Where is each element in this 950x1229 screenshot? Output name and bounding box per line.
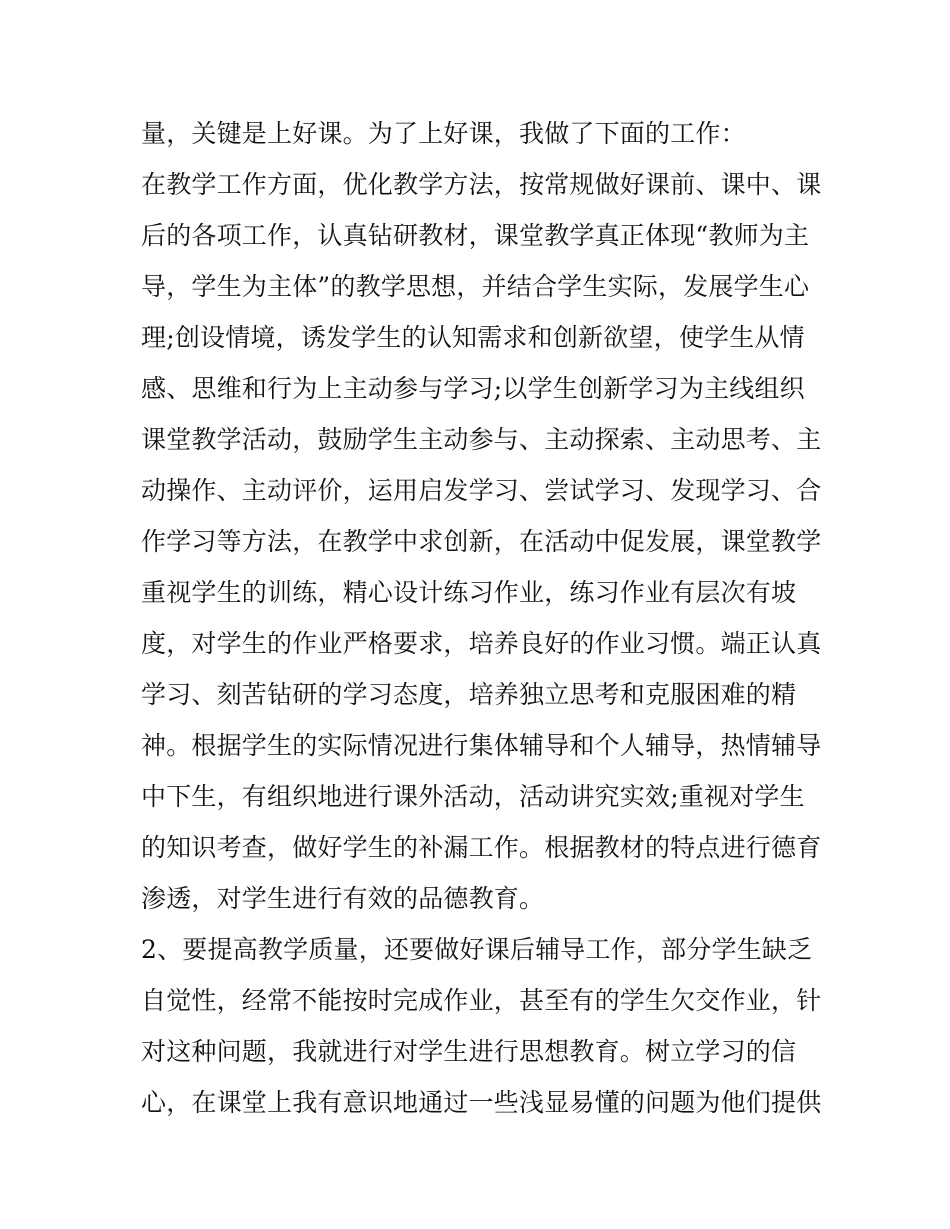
text-line-13: 神。根据学生的实际情况进行集体辅导和个人辅导，热情辅导 xyxy=(141,731,822,760)
text-line-3: 后的各项工作，认真钻研教材，课堂教学真正体现“教师为主 xyxy=(141,221,810,250)
text-line-7: 课堂教学活动，鼓励学生主动参与、主动探索、主动思考、主 xyxy=(141,425,822,454)
text-line-4: 导，学生为主体”的教学思想，并结合学生实际，发展学生心 xyxy=(141,272,810,301)
text-line-16: 渗透，对学生进行有效的品德教育。 xyxy=(141,884,545,913)
text-line-10: 重视学生的训练，精心设计练习作业，练习作业有层次有坡 xyxy=(141,578,797,607)
text-line-12: 学习、刻苦钻研的学习态度，培养独立思考和克服困难的精 xyxy=(141,680,797,709)
text-line-6: 感、思维和行为上主动参与学习;以学生创新学习为主线组织 xyxy=(141,374,805,403)
text-line-5: 理;创设情境，诱发学生的认知需求和创新欲望，使学生从情 xyxy=(141,323,805,352)
text-line-20: 心，在课堂上我有意识地通过一些浅显易懂的问题为他们提供 xyxy=(141,1088,822,1117)
text-line-18: 自觉性，经常不能按时完成作业，甚至有的学生欠交作业，针 xyxy=(141,986,822,1015)
text-line-17: 2、要提高教学质量，还要做好课后辅导工作，部分学生缺乏 xyxy=(141,935,813,964)
text-line-9: 作学习等方法，在教学中求创新，在活动中促发展，课堂教学 xyxy=(141,527,822,556)
text-line-11: 度，对学生的作业严格要求，培养良好的作业习惯。端正认真 xyxy=(141,629,822,658)
text-line-8: 动操作、主动评价，运用启发学习、尝试学习、发现学习、合 xyxy=(141,476,822,505)
text-line-15: 的知识考查，做好学生的补漏工作。根据教材的特点进行德育 xyxy=(141,833,822,862)
document-body xyxy=(141,108,821,1128)
text-line-14: 中下生，有组织地进行课外活动，活动讲究实效;重视对学生 xyxy=(141,782,805,811)
text-line-1: 量，关键是上好课。为了上好课，我做了下面的工作： xyxy=(141,119,746,148)
text-line-2: 在教学工作方面，优化教学方法，按常规做好课前、课中、课 xyxy=(141,170,822,199)
text-line-19: 对这种问题，我就进行对学生进行思想教育。树立学习的信 xyxy=(141,1037,797,1066)
